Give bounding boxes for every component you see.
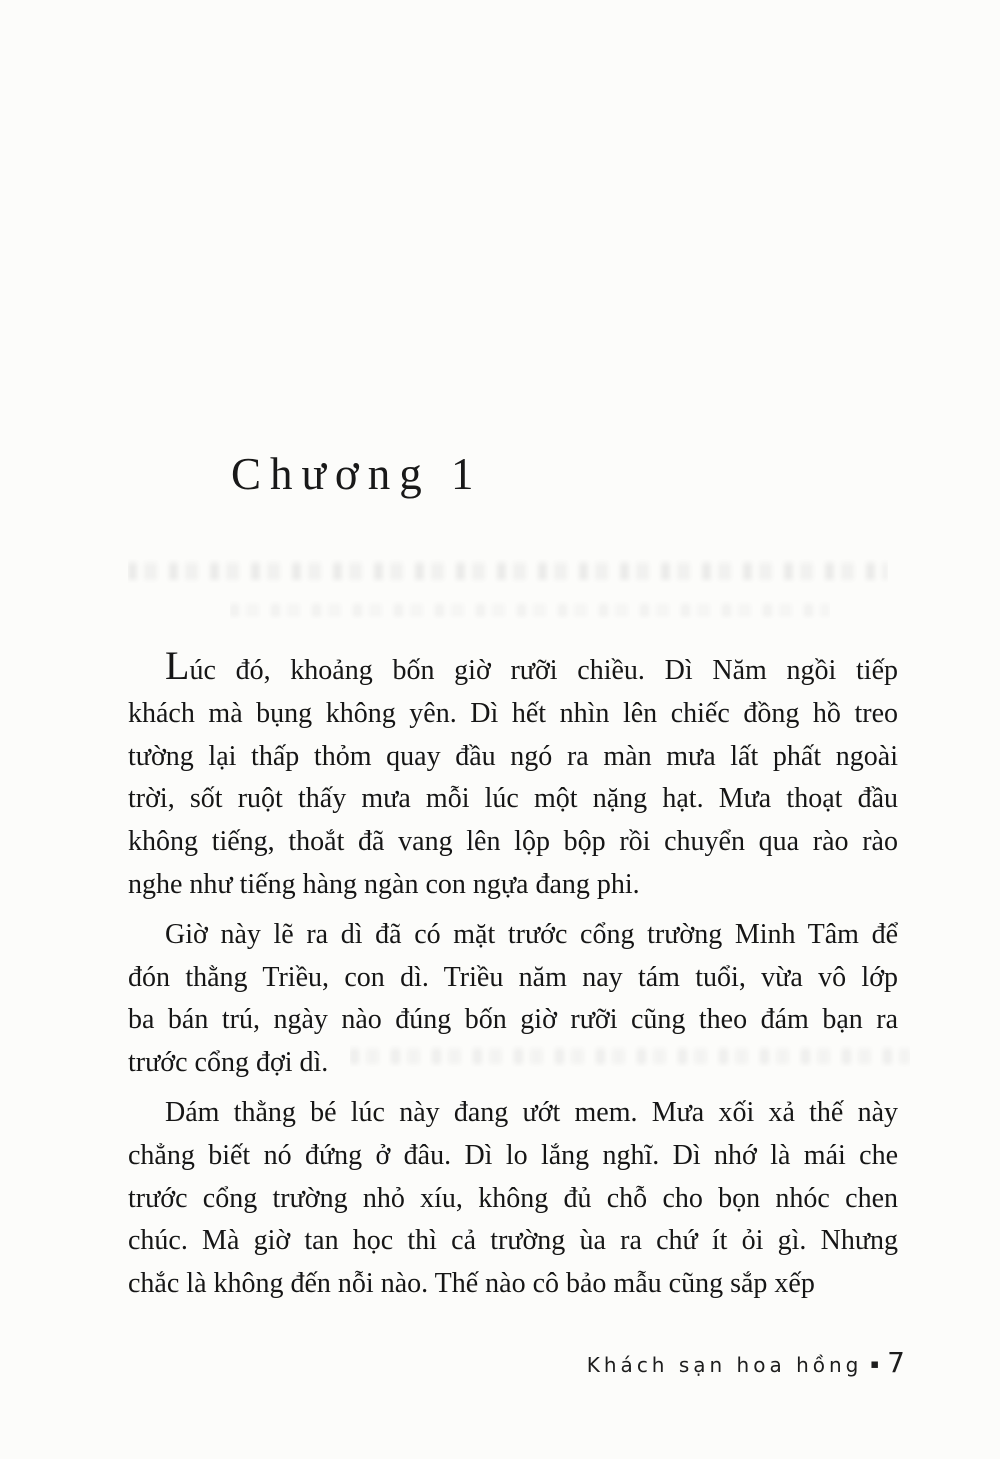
- text-line: khách mà bụng không yên. Dì hết nhìn lên chiếc đồng hồ treo: [128, 697, 898, 729]
- text-line: tường lại thấp thỏm quay đầu ngó ra màn mưa lất phất ngoài: [128, 740, 898, 772]
- text-line: chắc là không đến nỗi nào. Thế nào cô bảo mẫu cũng sắp xếp: [128, 1268, 815, 1300]
- reverse-side-bleed-through: [128, 558, 888, 584]
- body-text-block: [128, 643, 898, 1313]
- text-line: ba bán trú, ngày nào đúng bốn giờ rưỡi cũng theo đám bạn ra: [128, 1004, 898, 1036]
- paragraph: [128, 643, 898, 907]
- initial-capital: L: [165, 643, 190, 688]
- text-line: chúc. Mà giờ tan học thì cả trường ùa ra chứ ít ỏi gì. Nhưng: [128, 1225, 898, 1257]
- text-line: chẳng biết nó đứng ở đâu. Dì lo lắng nghĩ. Dì nhớ là mái che: [128, 1139, 898, 1171]
- text-line: đón thằng Triều, con dì. Triều năm nay tám tuổi, vừa vô lớp: [128, 961, 898, 993]
- reverse-side-bleed-through: [230, 600, 830, 620]
- running-book-title: Khách sạn hoa hồng: [586, 1353, 863, 1377]
- page-footer: [587, 1346, 905, 1379]
- text-line: Dám thằng bé lúc này đang ướt mem. Mưa xối xả thế này: [165, 1096, 898, 1128]
- text-line: trước cổng trường nhỏ xíu, không đủ chỗ cho bọn nhóc chen: [128, 1182, 898, 1214]
- text-line: không tiếng, thoắt đã vang lên lộp bộp rồi chuyển qua rào rào: [128, 826, 898, 858]
- chapter-heading: Chương 1: [231, 449, 483, 499]
- page-number: 7: [887, 1346, 905, 1379]
- square-bullet-icon: ▪: [870, 1357, 880, 1372]
- text-line: trước cổng đợi dì.: [128, 1047, 329, 1079]
- paragraph: [128, 914, 898, 1085]
- text-line: Lúc đó, khoảng bốn giờ rưỡi chiều. Dì Năm ngồi tiếp: [165, 643, 898, 688]
- paragraph: [128, 1092, 898, 1306]
- text-line: trời, sốt ruột thấy mưa mỗi lúc một nặng hạt. Mưa thoạt đầu: [128, 783, 898, 815]
- text-line: nghe như tiếng hàng ngàn con ngựa đang phi.: [128, 868, 640, 900]
- text-line: Giờ này lẽ ra dì đã có mặt trước cổng trường Minh Tâm để: [165, 918, 898, 950]
